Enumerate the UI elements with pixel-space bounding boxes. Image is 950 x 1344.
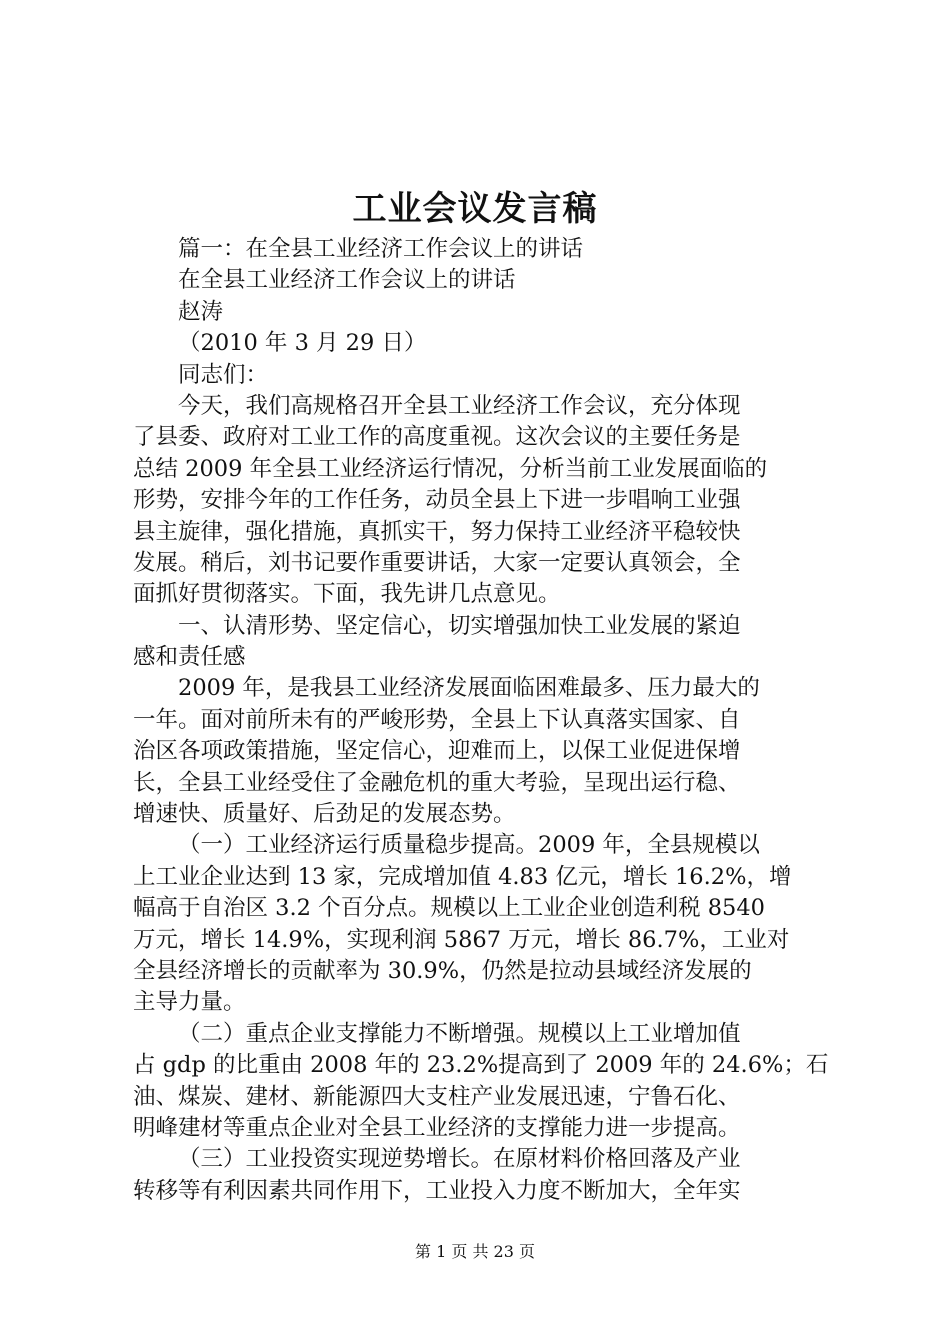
- text-line: 上工业企业达到 13 家，完成增加值 4.83 亿元，增长 16.2%，增: [133, 863, 792, 890]
- text-line: 发展。稍后，刘书记要作重要讲话，大家一定要认真领会，全: [133, 549, 741, 576]
- text-line: 了县委、政府对工业工作的高度重视。这次会议的主要任务是: [133, 424, 741, 451]
- text-line: 转移等有利因素共同作用下，工业投入力度不断加大，全年实: [133, 1177, 741, 1204]
- text-line: 长，全县工业经受住了金融危机的重大考验，呈现出运行稳、: [133, 769, 741, 796]
- text-line: 治区各项政策措施，坚定信心，迎难而上，以保工业促进保增: [133, 738, 741, 765]
- text-line: 全县经济增长的贡献率为 30.9%，仍然是拉动县域经济发展的: [133, 957, 752, 984]
- text-line: 县主旋律，强化措施，真抓实干，努力保持工业经济平稳较快: [133, 518, 741, 545]
- text-line: 占 gdp 的比重由 2008 年的 23.2%提高到了 2009 年的 24.6%；石: [133, 1052, 829, 1079]
- text-line: 明峰建材等重点企业对全县工业经济的支撑能力进一步提高。: [133, 1114, 741, 1141]
- text-line: 篇一：在全县工业经济工作会议上的讲话: [178, 236, 584, 262]
- text-line: 主导力量。: [133, 989, 246, 1016]
- text-line: 一年。面对前所未有的严峻形势，全县上下认真落实国家、自: [133, 706, 741, 733]
- text-line: 面抓好贯彻落实。下面，我先讲几点意见。: [133, 581, 561, 608]
- text-line: 今天，我们高规格召开全县工业经济工作会议，充分体现: [178, 392, 741, 419]
- text-line: 总结 2009 年全县工业经济运行情况，分析当前工业发展面临的: [133, 455, 768, 482]
- text-line: 形势，安排今年的工作任务，动员全县上下进一步唱响工业强: [133, 487, 741, 514]
- text-line: 在全县工业经济工作会议上的讲话: [178, 267, 516, 294]
- text-line: 2009 年，是我县工业经济发展面临困难最多、压力最大的: [178, 675, 760, 702]
- text-line: 增速快、质量好、后劲足的发展态势。: [133, 801, 516, 828]
- text-line: 赵涛: [178, 298, 224, 325]
- text-line: 幅高于自治区 3.2 个百分点。规模以上工业企业创造利税 8540: [133, 895, 766, 922]
- text-line: 感和责任感: [133, 644, 246, 671]
- text-line: 同志们：: [178, 361, 269, 388]
- document-body: [133, 234, 833, 1207]
- text-line: 万元，增长 14.9%，实现利润 5867 万元，增长 86.7%，工业对: [133, 926, 790, 953]
- section-heading: 一、认清形势、坚定信心，切实增强加快工业发展的紧迫: [178, 612, 741, 639]
- page-number-footer: 第 1 页 共 23 页: [415, 1242, 535, 1261]
- text-line: 油、煤炭、建材、新能源四大支柱产业发展迅速，宁鲁石化、: [133, 1083, 741, 1110]
- text-line: （2010 年 3 月 29 日）: [178, 330, 427, 357]
- subsection-heading: （二）重点企业支撑能力不断增强。规模以上工业增加值: [178, 1020, 741, 1047]
- subsection-heading: （一）工业经济运行质量稳步提高。2009 年，全县规模以: [178, 832, 760, 859]
- document-title: 工业会议发言稿: [352, 189, 598, 229]
- subsection-heading: （三）工业投资实现逆势增长。在原材料价格回落及产业: [178, 1146, 741, 1173]
